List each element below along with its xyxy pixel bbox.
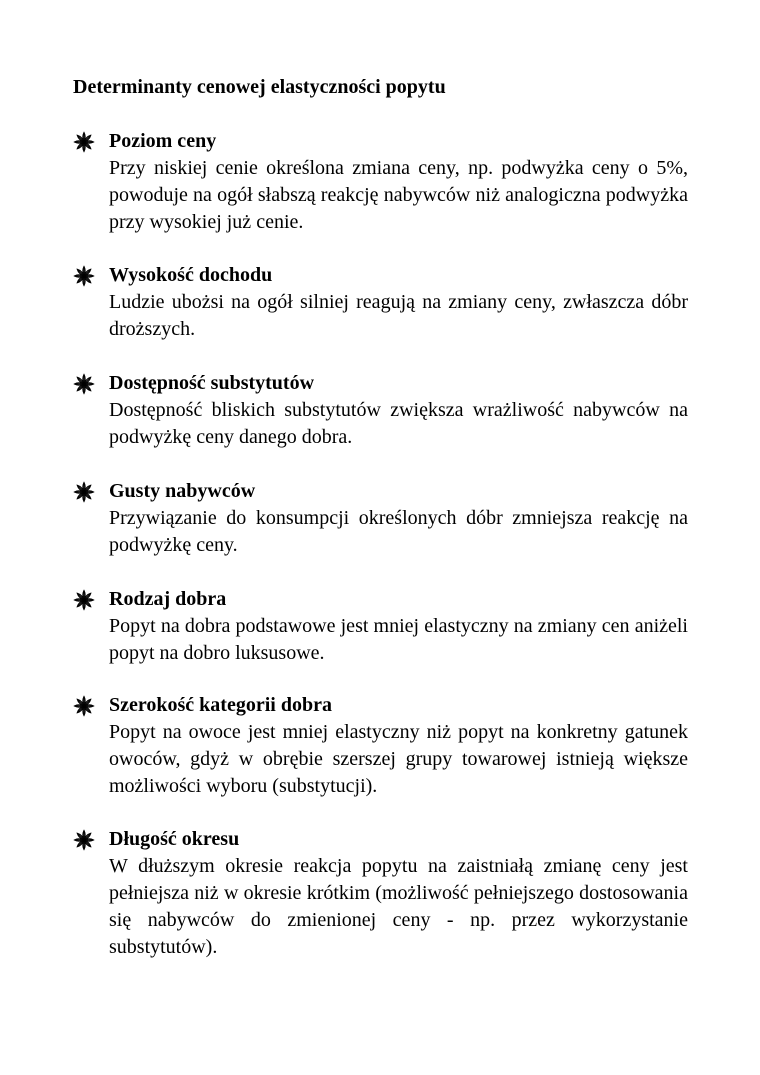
section-text: Popyt na dobra podstawowe jest mniej elastyczny na zmiany cen aniżeli popyt na dobro luksusowe. — [109, 615, 688, 664]
asterisk-flower-icon — [73, 373, 95, 395]
asterisk-flower-icon — [73, 131, 95, 153]
section-text: Przy niskiej cenie określona zmiana ceny, np. podwyżka ceny o 5%, powoduje na ogół słabszą reakcję nabywców niż analogiczna podwyżka przy wysokiej już cenie. — [109, 157, 688, 233]
asterisk-flower-icon — [73, 829, 95, 851]
section-heading: Dostępność substytutów — [109, 372, 315, 394]
asterisk-flower-icon — [73, 481, 95, 503]
section-text: Dostępność bliskich substytutów zwiększa wrażliwość nabywców na podwyżkę ceny danego dobra. — [109, 399, 688, 448]
section-heading: Wysokość dochodu — [109, 264, 273, 286]
section-text: Przywiązanie do konsumpcji określonych dóbr zmniejsza reakcję na podwyżkę ceny. — [109, 507, 688, 556]
section-heading: Rodzaj dobra — [109, 588, 227, 610]
section-text: W dłuższym okresie reakcja popytu na zaistniałą zmianę ceny jest pełniejsza niż w okresie krótkim (możliwość pełniejszego dostosowania się nabywców do zmienionej ceny - np. przez wykorzystanie substytutów). — [109, 855, 688, 958]
asterisk-flower-icon — [73, 265, 95, 287]
section-text: Ludzie ubożsi na ogół silniej reagują na zmiany ceny, zwłaszcza dóbr droższych. — [109, 291, 688, 340]
asterisk-flower-icon — [73, 695, 95, 717]
asterisk-flower-icon — [73, 589, 95, 611]
section-heading: Poziom ceny — [109, 130, 217, 152]
section-heading: Gusty nabywców — [109, 480, 256, 502]
section-text: Popyt na owoce jest mniej elastyczny niż popyt na konkretny gatunek owoców, gdyż w obrębie szerszej grupy towarowej istnieją większe możliwości wyboru (substytucji). — [109, 721, 688, 797]
section-heading: Szerokość kategorii dobra — [109, 694, 332, 716]
document-title: Determinanty cenowej elastyczności popytu — [73, 76, 446, 98]
section-heading: Długość okresu — [109, 828, 240, 850]
